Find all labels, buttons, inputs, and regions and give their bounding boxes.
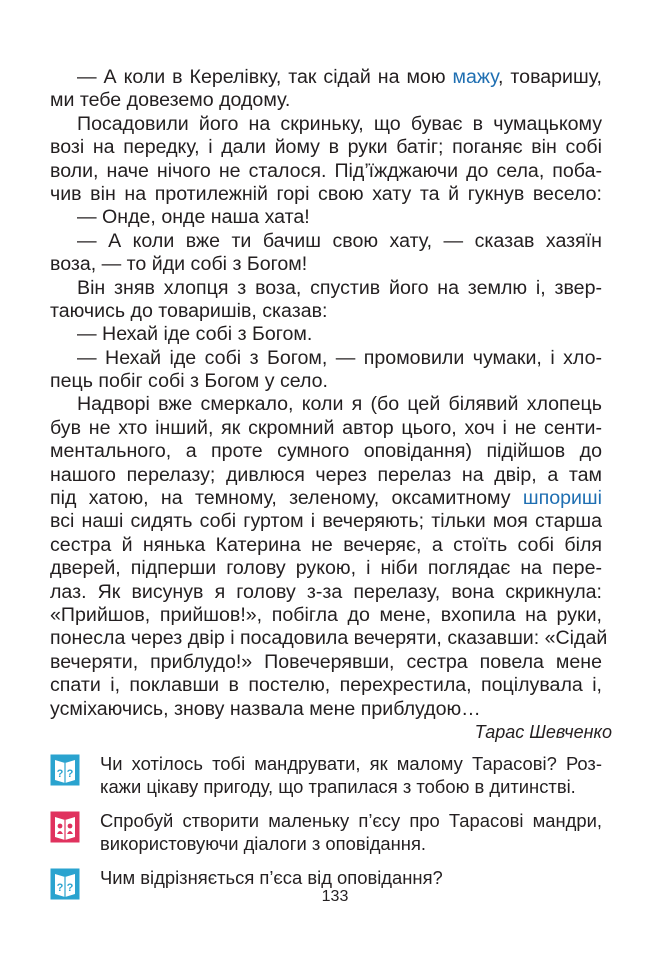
page-number: 133 <box>321 888 349 905</box>
task-item <box>50 809 602 856</box>
question-book-icon <box>50 754 80 786</box>
story-line: — Онде, онде наша хата! <box>77 206 310 229</box>
story-line: був не хто інший, як скромний автор цього, хоч і не сенти- <box>50 416 602 439</box>
story-line: всі наші сидять собі гуртом і вечеряють; тільки моя старша <box>50 510 602 533</box>
story-line: Посадовили його на скриньку, що буває в чумацькому <box>77 112 602 135</box>
story-line: Він зняв хлопця з воза, спустив його на землю і, звер- <box>77 276 602 299</box>
story-line: понесла через двір і посадовила вечеряти, сказавши: «Сідай <box>50 627 608 650</box>
task-text: використовуючи діалоги з оповідання. <box>100 833 427 855</box>
story-line: — Нехай іде собі з Богом. <box>77 323 313 346</box>
task-text: кажи цікаву пригоду, що трапилася з тобою в дитинстві. <box>100 776 576 798</box>
story-line: сестра й нянька Катерина не вечеряє, а стоїть собі біля <box>50 533 602 556</box>
story-line: під хатою, на темному, зеленому, оксамитному шпориші <box>50 487 602 510</box>
story-line: чив він на протилежній горі свою хату та й гукнув весело: <box>50 182 602 205</box>
story-line: лаз. Як висунув я голову з-за перелазу, вона скрикнула: <box>50 580 602 603</box>
glossary-word: мажу <box>452 66 499 88</box>
story-line: вечеряти, приблудо!» Повечерявши, сестра повела мене <box>50 650 602 673</box>
story-line: — А коли в Керелівку, так сідай на мою мажу, товаришу, <box>77 66 602 88</box>
story-line: «Прийшов, прийшов!», побігла до мене, вхопила на руки, <box>50 603 602 626</box>
story-line: таючись до товаришів, сказав: <box>50 299 328 322</box>
story-line: — А коли вже ти бачиш свою хату, — сказав хазяїн <box>77 229 602 252</box>
story-line: ментального, а проте сумного оповідання) підійшов до <box>50 440 602 463</box>
story-line: возі на передку, і дали йому в руки батіг; поганяє він собі <box>50 136 602 159</box>
story-text <box>50 66 608 721</box>
story-line: спати і, поклавши в постелю, перехрестила, поцілувала і, <box>50 674 602 697</box>
task-text: Чи хотілось тобі мандрувати, як малому Тарасові? Роз- <box>100 753 602 774</box>
task-item <box>50 752 602 799</box>
task-list <box>50 752 602 899</box>
svg-text:?: ? <box>56 768 64 780</box>
story-line: дверей, підперши голову рукою, і ніби поглядає на пере- <box>50 557 602 580</box>
story-line: воли, наче нічого не сталося. Під’їжджаючи до села, поба- <box>50 159 602 182</box>
people-book-icon <box>50 811 80 843</box>
task-text: Чим відрізняється п’єса від оповідання? <box>100 866 443 888</box>
svg-text:?: ? <box>66 768 74 780</box>
story-line: воза, — то йди собі з Богом! <box>50 253 308 276</box>
story-line: пець побіг собі з Богом у село. <box>50 370 328 393</box>
story-line: усміхаючись, знову назвала мене приблудою… <box>50 697 481 720</box>
story-line: Надворі вже смеркало, коли я (бо цей білявий хлопець <box>77 393 602 416</box>
story-line: ми тебе довеземо додому. <box>50 89 291 112</box>
task-text: Спробуй створити маленьку п’єсу про Тарасові мандри, <box>100 809 602 831</box>
svg-text:?: ? <box>66 881 74 894</box>
svg-text:?: ? <box>56 881 64 894</box>
story-line: нашого перелазу; дивлюся через перелаз на двір, а там <box>50 463 602 486</box>
author-signature: Тарас Шевченко <box>474 722 612 742</box>
glossary-word: шпориші <box>522 487 602 510</box>
story-line: — Нехай іде собі з Богом, — промовили чумаки, і хло- <box>77 346 602 369</box>
task-item <box>50 866 602 894</box>
